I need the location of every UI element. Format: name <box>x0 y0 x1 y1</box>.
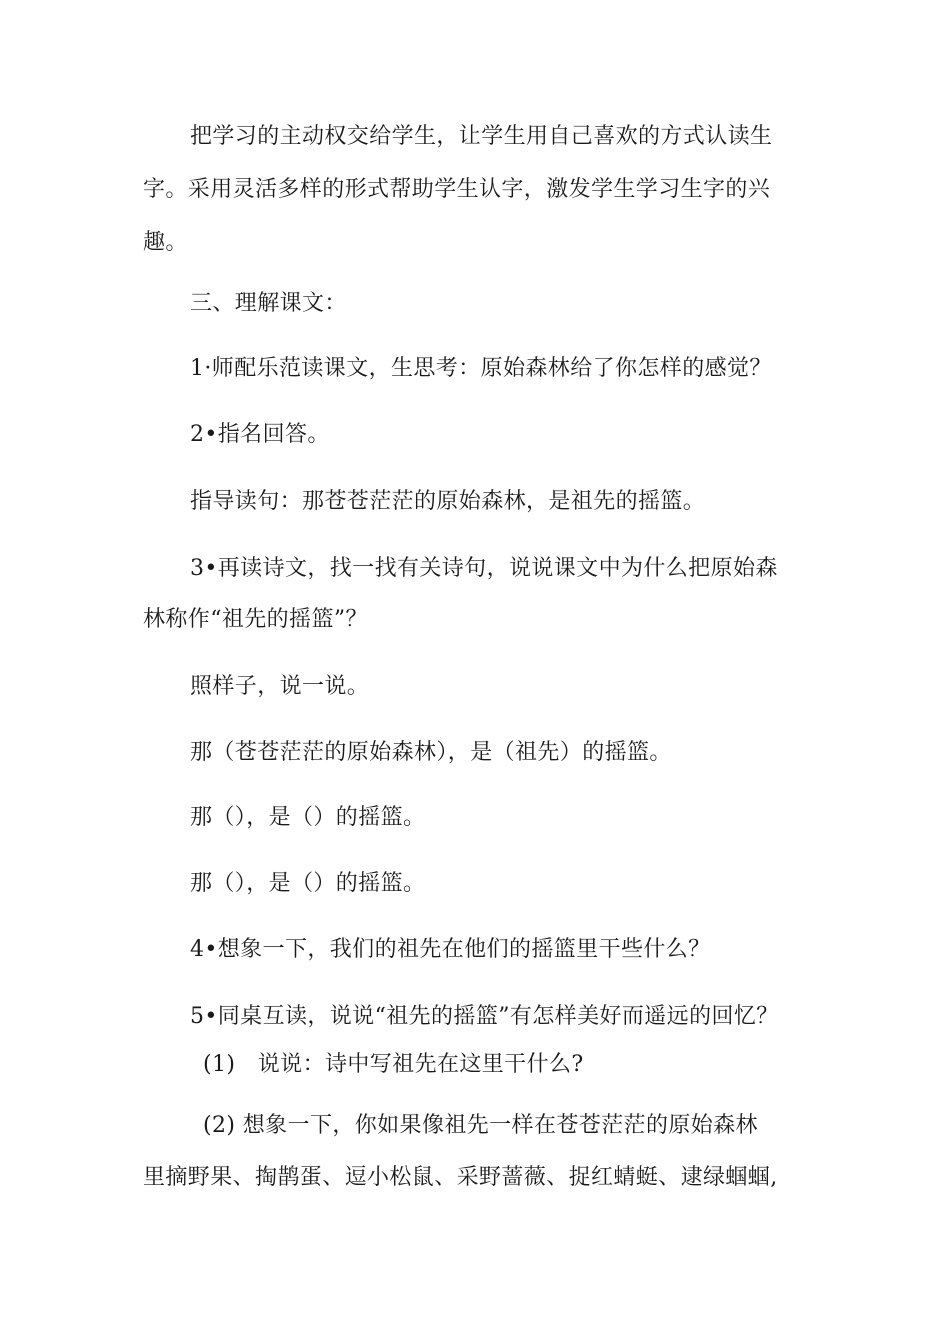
paragraph-line: 趣。 <box>143 230 188 255</box>
paragraph-line: 字。采用灵活多样的形式帮助学生认字，激发学生学习生字的兴 <box>143 177 771 202</box>
section-heading: 三、理解课文： <box>190 291 347 316</box>
list-item: 3•再读诗文，找一找有关诗句，说说课文中为什么把原始森 <box>190 556 778 581</box>
list-item: 4•想象一下，我们的祖先在他们的摇篮里干些什么？ <box>190 937 711 962</box>
paragraph-line: 把学习的主动权交给学生，让学生用自己喜欢的方式认读生 <box>190 124 773 149</box>
fill-in-sentence: 那（），是（）的摇篮。 <box>190 805 426 830</box>
fill-in-sentence: 那（），是（）的摇篮。 <box>190 871 426 896</box>
sub-item: (1) 说说：诗中写祖先在这里干什么? <box>203 1052 584 1077</box>
list-item: 5•同桌互读，说说“祖先的摇篮”有怎样美好而遥远的回忆？ <box>190 1004 779 1029</box>
paragraph-line: 照样子，说一说。 <box>190 674 370 699</box>
paragraph-line: 指导读句：那苍苍茫茫的原始森林，是祖先的摇篮。 <box>190 489 706 514</box>
paragraph-line: 里摘野果、掏鹊蛋、逗小松鼠、采野蔷薇、捉红蜻蜓、逮绿蝈蝈, <box>143 1165 778 1190</box>
list-item: 1·师配乐范读课文，生思考：原始森林给了你怎样的感觉？ <box>190 356 772 381</box>
list-item: 2•指名回答。 <box>190 422 330 447</box>
sub-item: (2) 想象一下，你如果像祖先一样在苍苍茫茫的原始森林 <box>203 1113 758 1138</box>
paragraph-line: 林称作“祖先的摇篮”？ <box>143 607 368 632</box>
example-sentence: 那（苍苍茫茫的原始森林），是（祖先）的摇篮。 <box>190 740 672 765</box>
